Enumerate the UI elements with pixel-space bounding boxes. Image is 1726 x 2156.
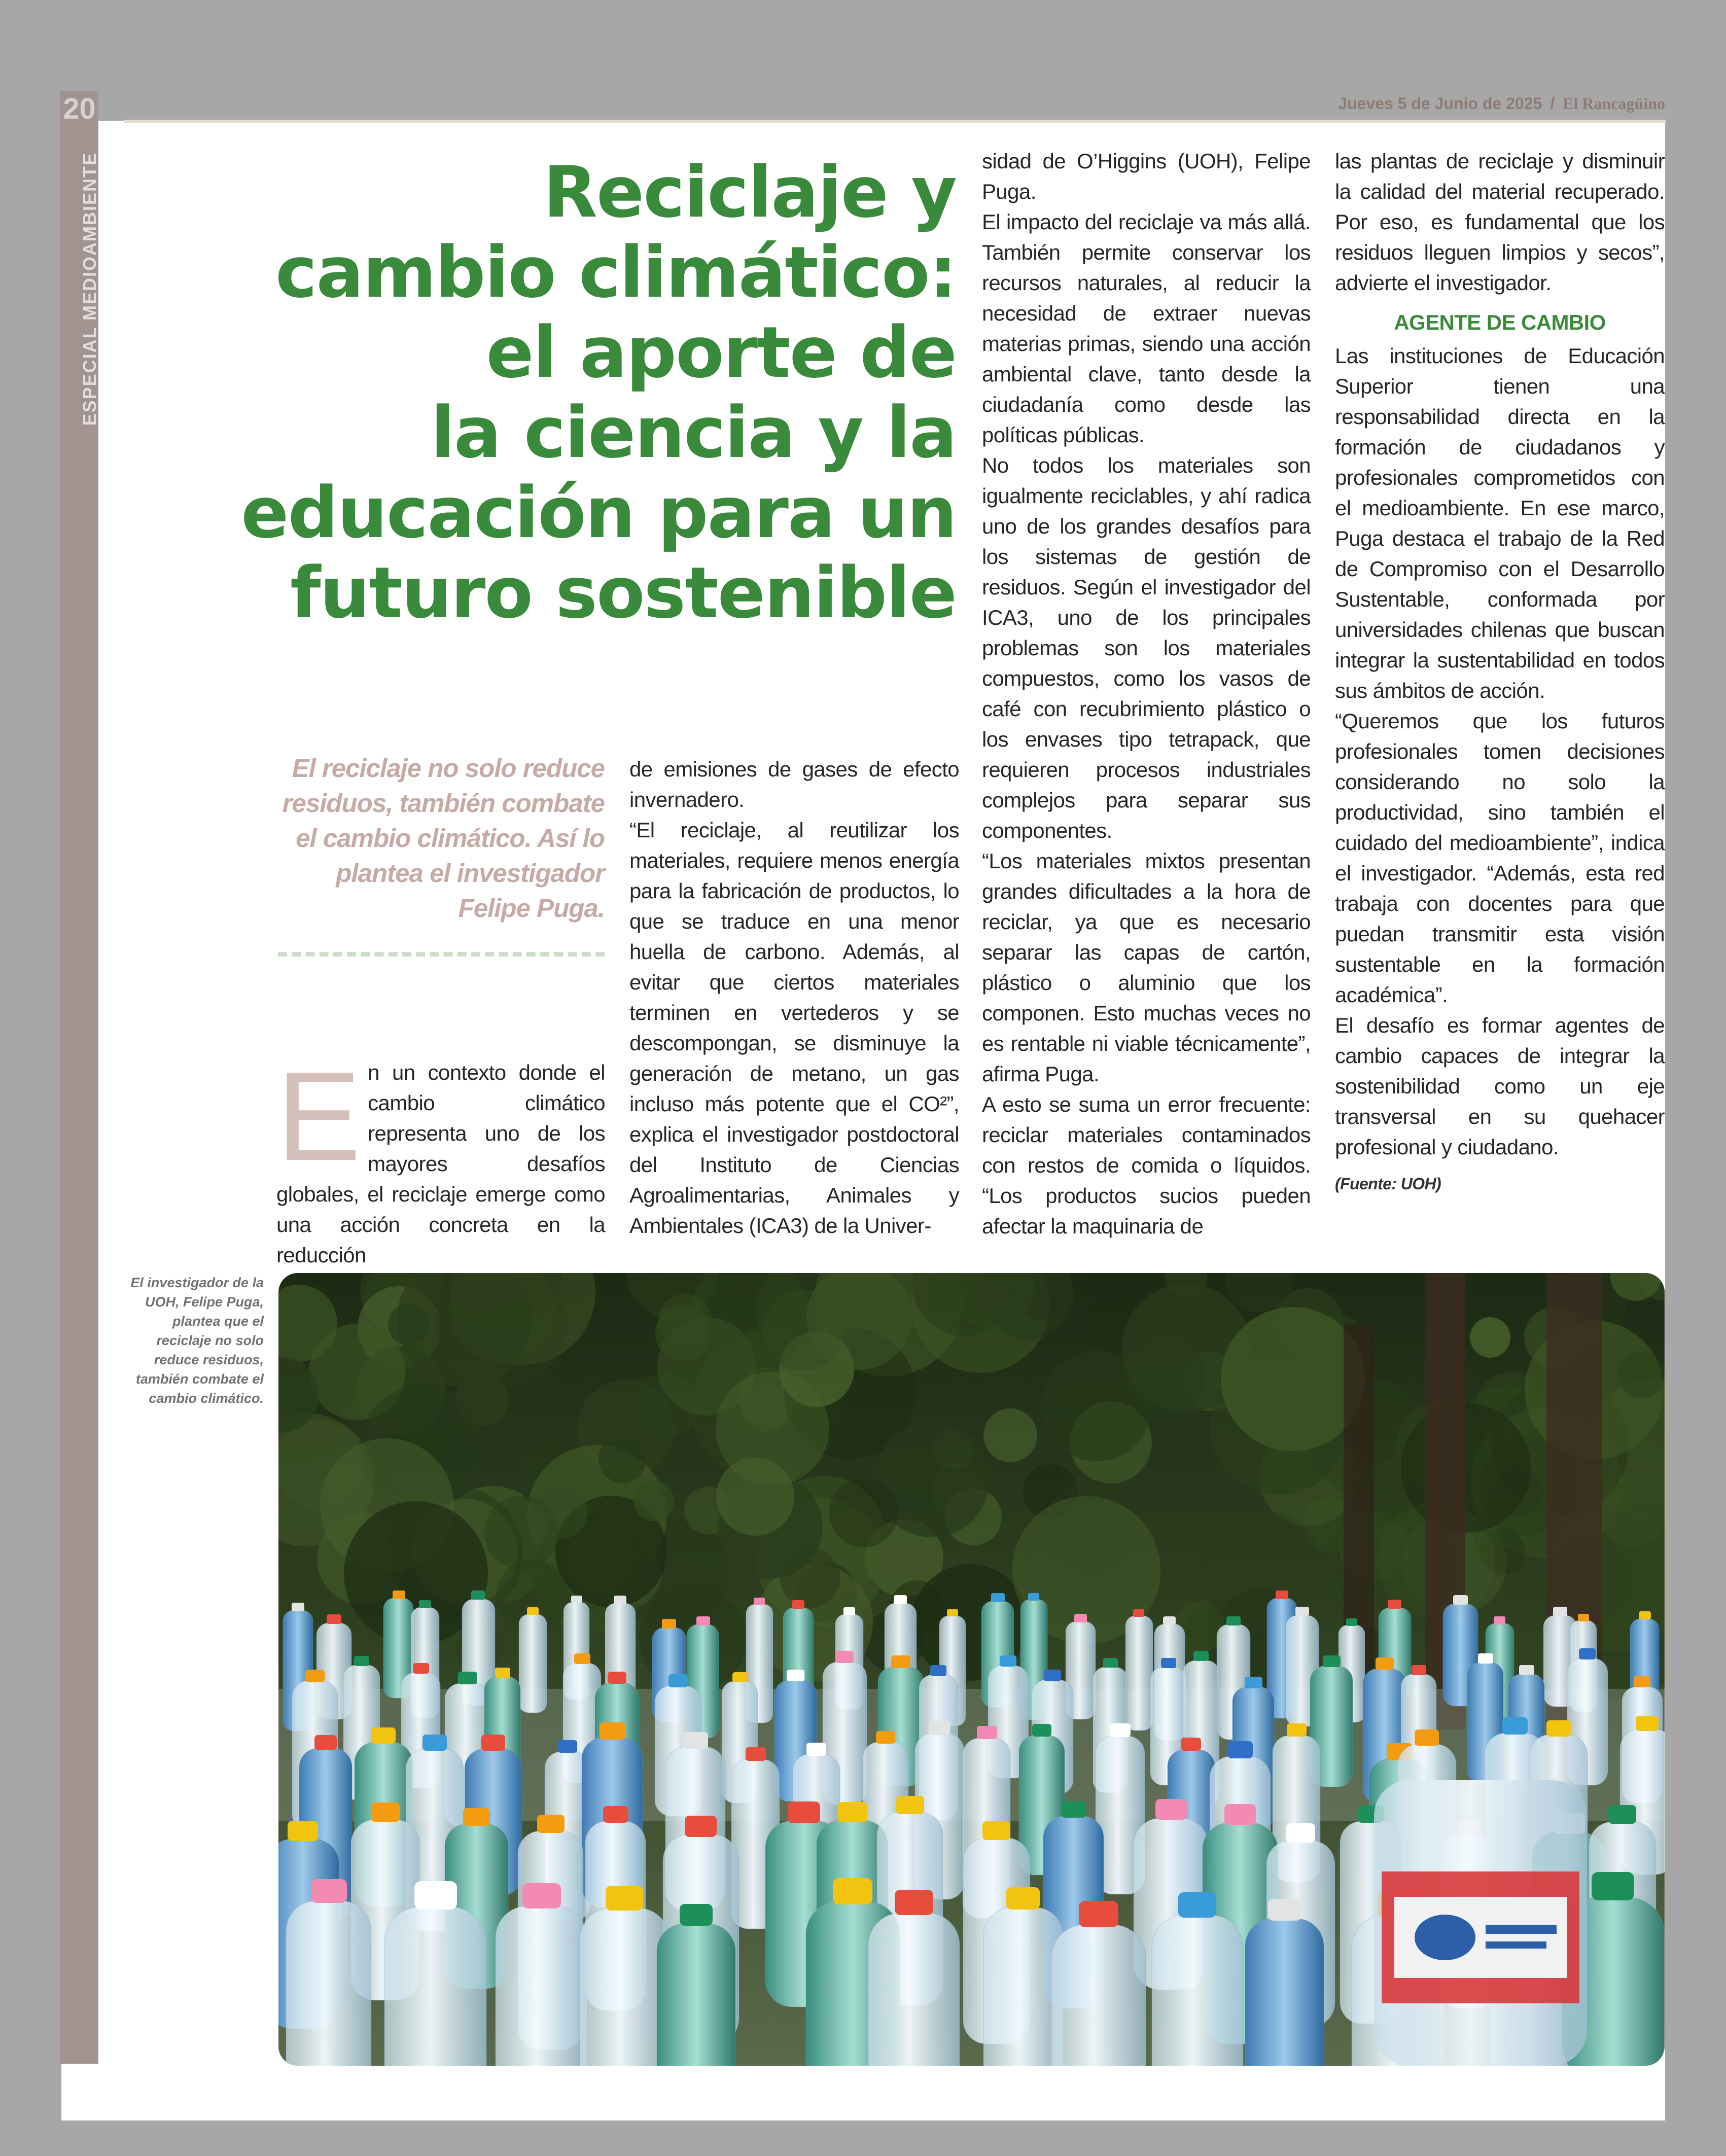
bottle-cap <box>746 1747 766 1761</box>
bottle-cap <box>327 1614 341 1624</box>
bottle-cap <box>1634 1676 1650 1687</box>
bottle-cap <box>1028 1593 1039 1601</box>
bottle-cap <box>1478 1653 1493 1664</box>
dashed-divider <box>278 952 605 957</box>
bottle-cap <box>600 1722 625 1740</box>
bottle-cap <box>835 1651 854 1663</box>
bottle-cap <box>1376 1657 1394 1670</box>
bottle-cap <box>683 1732 708 1749</box>
bottle-cap <box>662 1619 676 1629</box>
bottle-body <box>1125 1616 1153 1730</box>
body-paragraph: El desafío es formar agentes de cambio capaces de integrar la sostenibilidad como un eje transversal en su quehacer profesional y ciudadano. <box>1335 1013 1665 1159</box>
bottle-cap <box>1061 1801 1086 1818</box>
bottle-body <box>1152 1915 1243 2066</box>
bottle-body <box>286 1901 371 2066</box>
body-paragraph: de emisiones de gases de efecto invernadero. <box>629 757 959 811</box>
bottle-cap <box>614 1596 626 1604</box>
bottle-cap <box>806 1743 826 1756</box>
bottle-cap <box>574 1653 590 1664</box>
bottle-cap <box>837 1802 867 1822</box>
dateline <box>1338 94 1665 113</box>
bottle-cap <box>1286 1823 1315 1843</box>
headline-line: el aporte de <box>486 311 956 394</box>
headline-line: la ciencia y la <box>431 392 956 474</box>
bottle-cap <box>1608 1805 1636 1824</box>
bottle-cap <box>696 1616 710 1625</box>
bottle-cap <box>1044 1670 1061 1681</box>
page-number: 20 <box>63 92 96 125</box>
bottle-cap <box>891 1655 910 1668</box>
bottle-cap <box>1110 1723 1131 1737</box>
bottle-cap <box>894 1595 907 1604</box>
drop-cap: E <box>276 1045 361 1187</box>
bottle-cap <box>1415 1729 1439 1746</box>
body-paragraph: “El reciclaje, al reutilizar los materiales, requiere menos energía para la fabricación de productos, lo que se traduce en una menor huella de carbono. Además, al evitar que ciertos materiales terminen en vertederos y se descompongan, se disminuye la generación de metano, un gas incluso más potente que el CO²”, explica el investigador postdoctoral del Instituto de Ciencias Agroalimentarias, Animales y Ambientales (ICA3) de la Univer- <box>629 818 959 1238</box>
bottle-cap <box>311 1879 347 1903</box>
top-rule <box>124 120 1666 123</box>
bottle-cap <box>463 1808 490 1826</box>
bottle-cap <box>422 1735 447 1751</box>
bottle-cap <box>1592 1872 1634 1900</box>
dateline-separator: / <box>1550 94 1555 113</box>
bottle-cap <box>1226 1616 1241 1625</box>
bottle-cap <box>1636 1716 1659 1731</box>
bottle-cap <box>929 1721 950 1735</box>
bottle-cap <box>522 1883 561 1908</box>
bottle-cap <box>1268 1899 1301 1921</box>
bottle-cap <box>788 1801 820 1823</box>
bottle-cap <box>537 1815 565 1833</box>
bottle-cap <box>1000 1655 1016 1667</box>
bottle-cap <box>471 1591 485 1600</box>
bottle-cap <box>1103 1658 1118 1668</box>
bottle-cap <box>606 1886 643 1911</box>
bottle-body <box>496 1906 587 2066</box>
bottle-cap <box>414 1881 457 1910</box>
body-paragraph: A esto se suma un error frecuente: reciclar materiales contaminados con restos de comida o líquidos. “Los productos sucios pueden afectar la maquinaria de <box>982 1092 1311 1238</box>
bottle-cap <box>991 1593 1005 1602</box>
bottle-cap <box>458 1672 477 1684</box>
headline-line: futuro sostenible <box>290 552 956 634</box>
bottle-cap <box>1287 1723 1307 1737</box>
bottle-cap <box>1453 1595 1468 1605</box>
bottle-cap <box>1494 1616 1505 1624</box>
bottle-cap <box>1178 1892 1216 1918</box>
body-column-3 <box>982 146 1311 1242</box>
headline-line: cambio climático: <box>275 231 956 313</box>
body-paragraph: Las instituciones de Educación Superior tienen una responsabilidad directa en la formación de ciudadanos y profesionales comprometidos con el medioambiente. En ese marco, Puga destaca el trabajo de la Red de Compromiso con el Desarrollo Sustentable, conformada por universidades chilenas que buscan integrar la sustentabilidad en todos sus ámbitos de acción. <box>1335 344 1665 702</box>
bottle-cap <box>1224 1804 1256 1825</box>
bottle-cap <box>1412 1665 1426 1675</box>
bottle-cap <box>481 1735 505 1751</box>
bottle-cap <box>895 1890 933 1915</box>
bottle-cap <box>1079 1901 1118 1927</box>
bottle-cap <box>833 1878 872 1904</box>
bottle-body <box>1245 1919 1324 2066</box>
bottle-cap <box>685 1816 717 1837</box>
bottle-body <box>1051 1925 1146 2066</box>
bottle-body <box>519 1614 547 1713</box>
bottle-body <box>657 1924 735 2066</box>
bottle-cap <box>947 1609 958 1616</box>
bottle-cap <box>732 1672 748 1682</box>
headline-line: Reciclaje y <box>543 151 956 233</box>
bottle-cap <box>1639 1611 1651 1619</box>
body-paragraph: No todos los materiales son igualmente reciclables, y ahí radica uno de los grandes desafíos para los sistemas de gestión de residuos. Según el investigador del ICA3, uno de los principales problemas son los materiales compuestos, como los vasos de café con recubrimiento plástico o los envases tipo tetrapack, que requieren procesos industriales complejos para separar sus componentes. <box>982 453 1311 842</box>
bottle-cap <box>1074 1614 1087 1622</box>
bottle-cap <box>413 1663 429 1674</box>
bottle-body <box>580 1908 670 2066</box>
bottle-cap <box>1323 1655 1341 1667</box>
section-label: ESPECIAL MEDIOAMBIENTE <box>79 152 100 426</box>
bottle-cap <box>1133 1609 1144 1617</box>
label-bottle <box>1374 1780 1587 2066</box>
deck: El reciclaje no solo reduce residuos, también combate el cambio climático. Así lo plantea el investigador Felipe Puga. <box>282 754 605 923</box>
bottle-cap <box>558 1740 577 1753</box>
body-column-1 <box>276 1045 605 1270</box>
bottle-cap <box>1388 1600 1401 1609</box>
plastic-bottles-photo <box>278 1273 1665 2066</box>
bottle-cap <box>843 1607 855 1615</box>
bottle-cap <box>1579 1648 1596 1659</box>
bottle-cap <box>495 1668 510 1678</box>
bottle-cap <box>1227 1741 1253 1758</box>
bottle-cap <box>1006 1887 1040 1910</box>
bottle-cap <box>930 1665 946 1676</box>
bottle-cap <box>977 1726 997 1739</box>
bottle-cap <box>371 1802 400 1822</box>
photo-caption: El investigador de la UOH, Felipe Puga, plantea que el reciclaje no solo reduce residuos, también combate el cambio climático. <box>130 1275 264 1406</box>
bottle-cap <box>1245 1677 1262 1688</box>
bottle-cap <box>1546 1720 1571 1737</box>
body-paragraph: las plantas de reciclaje y disminuir la calidad del material recuperado. Por eso, es fundamental que los residuos lleguen limpios y secos”, advierte el investigador. <box>1335 149 1665 295</box>
body-paragraph: sidad de O’Higgins (UOH), Felipe Puga. <box>982 149 1311 203</box>
bottle-cap <box>393 1591 405 1599</box>
bottle-body <box>983 1907 1063 2066</box>
bottle-cap <box>1295 1607 1309 1616</box>
body-paragraph: n un contexto donde el cambio climático representa uno de los mayores desafíos globales, el reciclaje emerge como una acción concreta en la reducción <box>276 1061 605 1267</box>
bottle-cap <box>571 1596 582 1603</box>
bottle-cap <box>1193 1651 1209 1661</box>
bottle-cap <box>314 1735 337 1750</box>
bottle-cap <box>527 1607 539 1615</box>
body-column-4 <box>1335 146 1665 1199</box>
bottle-cap <box>608 1672 626 1684</box>
headline <box>195 152 956 633</box>
bottle-cap <box>288 1821 318 1841</box>
source-credit: (Fuente: UOH) <box>1335 1175 1441 1193</box>
issue-date: Jueves 5 de Junio de 2025 <box>1338 94 1542 113</box>
body-paragraph: “Los materiales mixtos presentan grandes dificultades a la hora de reciclar, ya que es necesario separar las capas de cartón, plástico o aluminio que los componen. Esto muchas veces no es rentable ni viable técnicamente”, afirma Puga. <box>982 849 1311 1086</box>
bottle-cap <box>792 1600 804 1609</box>
bottle-body <box>868 1913 960 2066</box>
bottle-cap <box>668 1674 688 1687</box>
bottle-cap <box>1276 1591 1288 1599</box>
bottle-cap <box>354 1656 369 1666</box>
bottle-cap <box>1163 1616 1176 1625</box>
bottle-cap <box>371 1727 396 1744</box>
bottle-body <box>384 1907 486 2066</box>
bottle-cap <box>292 1603 304 1611</box>
body-column-2 <box>629 754 959 1241</box>
bottle-cap <box>1553 1607 1567 1616</box>
bottle-cap <box>1181 1738 1201 1751</box>
bottle-cap <box>1032 1724 1051 1737</box>
bottle-cap <box>1161 1658 1176 1668</box>
bottle-cap <box>1519 1665 1534 1675</box>
bottle-cap <box>680 1904 713 1926</box>
headline-line: educación para un <box>241 472 956 554</box>
body-paragraph: “Queremos que los futuros profesionales tomen decisiones considerando no solo la productividad, sino también el cuidado del medioambiente”, indica el investigador. “Además, esta red trabaja con docentes para que puedan transmitir esta visión sustentable en la formación académica”. <box>1335 709 1665 1007</box>
bottle-cap <box>1346 1618 1357 1626</box>
bottle-cap <box>419 1600 431 1608</box>
bottle-cap <box>876 1731 895 1744</box>
bottle-cap <box>754 1598 765 1605</box>
subheading: AGENTE DE CAMBIO <box>1394 310 1606 334</box>
bottle-cap <box>305 1670 325 1682</box>
bottle-cap <box>603 1806 628 1823</box>
bottle-cap <box>896 1796 924 1814</box>
bottle-cap <box>1155 1799 1187 1820</box>
newspaper-name: El Rancagüino <box>1563 94 1665 113</box>
body-paragraph: El impacto del reciclaje va más allá. También permite conservar los recursos naturales, al reducir la necesidad de extraer nuevas materias primas, siendo una acción ambiental clave, tanto desde la ciudadanía como desde las políticas públicas. <box>982 210 1311 447</box>
bottle-cap <box>1502 1717 1528 1735</box>
bottle-cap <box>982 1821 1010 1840</box>
photo-illustration <box>278 1273 1665 2066</box>
bottle-cap <box>1578 1614 1589 1621</box>
bottle-cap <box>787 1670 804 1681</box>
